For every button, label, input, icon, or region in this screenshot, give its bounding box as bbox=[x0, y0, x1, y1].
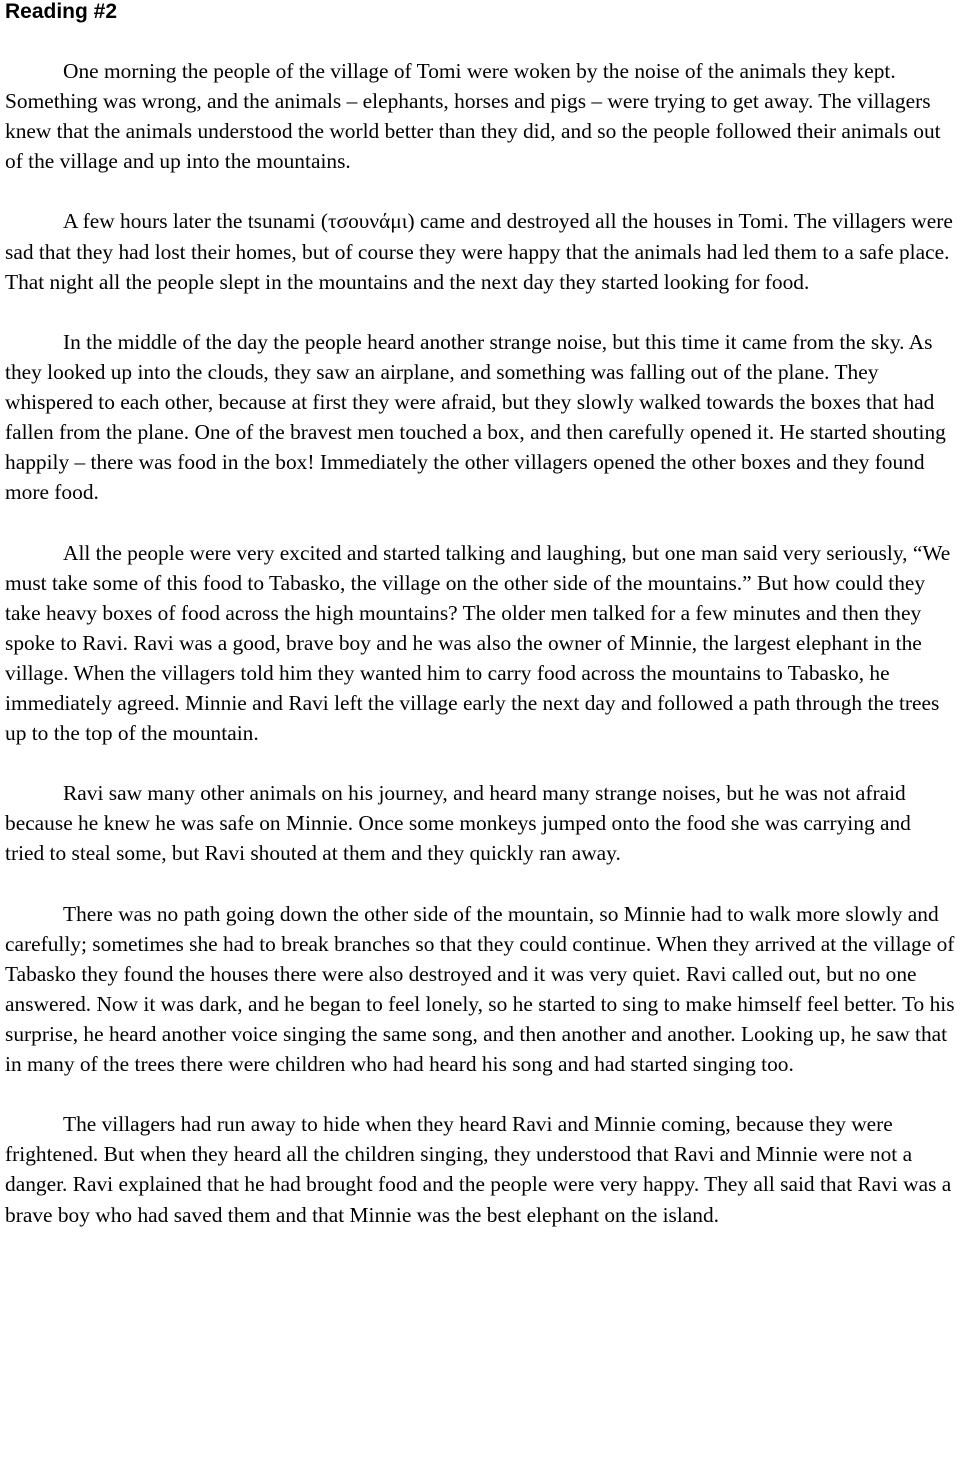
page-title: Reading #2 bbox=[5, 0, 118, 23]
paragraph-4: All the people were very excited and started talking and laughing, but one man said very seriously, “We must take some of this food to Tabasko, the village on the other side of the mountains.” But how could they take heavy boxes of food across the high mountains? The older men talked for a few minutes and then they spoke to Ravi. Ravi was a good, brave boy and he was also the owner of Minnie, the largest elephant in the village. When the villagers told him they wanted him to carry food across the mountains to Tabasko, he immediately agreed. Minnie and Ravi left the village early the next day and followed a path through the trees up to the top of the mountain. bbox=[5, 540, 951, 746]
paragraph-2: A few hours later the tsunami (τσουνάμι) came and destroyed all the houses in Tomi. The villagers were sad that they had lost their homes, but of course they were happy that the animals had led them to a safe place. That night all the people slept in the mountains and the next day they started looking for food. bbox=[5, 209, 953, 294]
reading-page bbox=[5, 0, 955, 1230]
paragraph-1: One morning the people of the village of Tomi were woken by the noise of the animals they kept. Something was wrong, and the animals – elephants, horses and pigs – were trying to get away. The villagers knew that the animals understood the world better than they did, and so the people followed their animals out of the village and up into the mountains. bbox=[5, 59, 941, 174]
paragraph-3: In the middle of the day the people heard another strange noise, but this time it came from the sky. As they looked up into the clouds, they saw an airplane, and something was falling out of the plane. They whispered to each other, because at first they were afraid, but they slowly walked towards the boxes that had fallen from the plane. One of the bravest men touched a box, and then carefully opened it. He started shouting happily – there was food in the box! Immediately the other villagers opened the other boxes and they found more food. bbox=[5, 329, 946, 505]
paragraph-6: There was no path going down the other side of the mountain, so Minnie had to walk more slowly and carefully; sometimes she had to break branches so that they could continue. When they arrived at the village of Tabasko they found the houses there were also destroyed and it was very quiet. Ravi called out, but no one answered. Now it was dark, and he began to feel lonely, so he started to sing to make himself feel better. To his surprise, he heard another voice singing the same song, and then another and another. Looking up, he saw that in many of the trees there were children who had heard his song and had started singing too. bbox=[5, 901, 955, 1077]
paragraph-7: The villagers had run away to hide when they heard Ravi and Minnie coming, because they were frightened. But when they heard all the children singing, they understood that Ravi and Minnie were not a danger. Ravi explained that he had brought food and the people were very happy. They all said that Ravi was a brave boy who had saved them and that Minnie was the best elephant on the island. bbox=[5, 1112, 952, 1227]
paragraph-5: Ravi saw many other animals on his journey, and heard many strange noises, but he was not afraid because he knew he was safe on Minnie. Once some monkeys jumped onto the food she was carrying and tried to steal some, but Ravi shouted at them and they quickly ran away. bbox=[5, 781, 911, 866]
